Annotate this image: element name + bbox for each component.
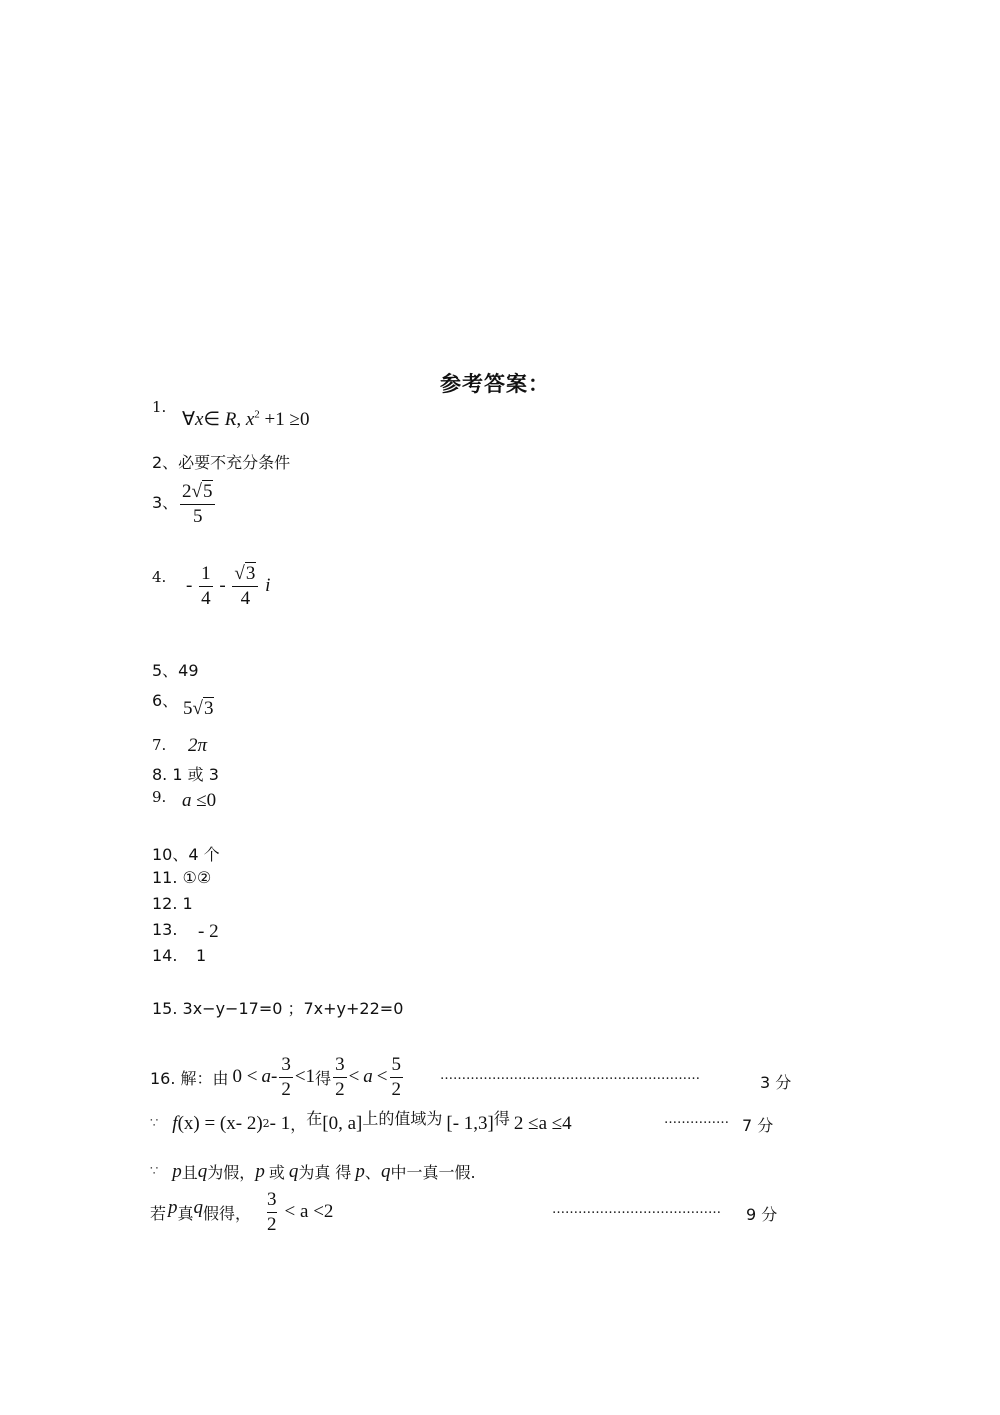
fraction-1-numerator: 1 xyxy=(199,564,213,587)
fraction-2-radicand: 3 xyxy=(245,563,256,584)
question-16-line-1 xyxy=(150,1055,405,1100)
comma: , xyxy=(236,409,242,430)
var-p-3: p xyxy=(355,1160,365,1182)
frac-den: 2 xyxy=(267,1213,277,1235)
imaginary-unit: i xyxy=(265,574,271,596)
answer-15: 15. 3x−y−17=0 ；7x+y+22=0 xyxy=(152,999,404,1018)
in-symbol: ∈ xyxy=(203,409,220,430)
fraction-1-denominator: 4 xyxy=(201,587,211,609)
minus-sign: - xyxy=(186,574,193,596)
var-p: p xyxy=(172,1160,182,1182)
exponent: 2 xyxy=(254,408,260,421)
q16-var-a-2: a xyxy=(363,1066,373,1088)
q16-lt-2: < xyxy=(376,1066,388,1088)
answer-2: 2、必要不充分条件 xyxy=(152,453,291,472)
q16-de: 得 xyxy=(315,1068,332,1088)
var-q: q xyxy=(197,1160,208,1182)
var-q-4: q xyxy=(193,1197,204,1219)
comma: ， xyxy=(290,1115,307,1134)
radicand: 5 xyxy=(202,481,213,502)
forall-symbol: ∀ xyxy=(182,409,195,430)
answer-10: 10、4 个 xyxy=(152,845,220,864)
text-true-2: 真 xyxy=(177,1203,194,1223)
text-one-true-one-false: 中一真一假. xyxy=(390,1163,476,1182)
q16-leader-dots-3: ………………………………… xyxy=(552,1202,721,1217)
page-title: 参考答案： xyxy=(440,372,550,396)
question-16-line-2 xyxy=(150,1109,572,1135)
answer-14-number: 14. xyxy=(152,946,178,965)
expr-rest: +1 ≥0 xyxy=(264,409,310,430)
var-q-2: q xyxy=(288,1160,299,1182)
answer-1-expression xyxy=(182,408,309,431)
a-range: 2 ≤a ≤4 xyxy=(513,1112,572,1134)
func-f: f xyxy=(172,1112,178,1134)
q16-leader-dots-2: …………… xyxy=(664,1112,729,1127)
exponent: 2 xyxy=(262,1117,270,1130)
q16-frac2-num: 3 xyxy=(333,1055,347,1078)
answer-13-number: 13. xyxy=(152,920,178,939)
answer-3-fraction: $\frac{2√5}{5}$ xyxy=(178,482,217,527)
minus-sign-2: - xyxy=(219,574,226,596)
text-or: 或 xyxy=(268,1163,285,1182)
question-16-line-4 xyxy=(150,1190,333,1235)
expr-rest: ≤0 xyxy=(191,790,217,811)
q16-frac3-num: 5 xyxy=(390,1055,404,1078)
a-range-2: < a <2 xyxy=(284,1201,334,1223)
q16-score-3: 9 分 xyxy=(746,1205,778,1224)
answer-4-expression: - $\frac{1}{4}$ - $\frac{√3}{4}$ i xyxy=(186,563,271,609)
denominator: 5 xyxy=(192,505,203,527)
interval-1: [0, a] xyxy=(322,1112,363,1134)
answer-7-value: 2π xyxy=(188,735,208,756)
q16-score-1: 3 分 xyxy=(760,1073,792,1092)
q16-score-2: 7 分 xyxy=(742,1116,774,1135)
var-a: a xyxy=(182,790,192,811)
because-mark: ∵ xyxy=(150,1116,159,1131)
q16-lt: < xyxy=(348,1066,360,1088)
var-x: x xyxy=(195,409,204,430)
func-definition: (x) = (x- 2) xyxy=(177,1112,263,1134)
text-and: 且 xyxy=(181,1163,198,1182)
answer-9-expression xyxy=(182,790,216,812)
text-false-get: 假得， xyxy=(203,1203,252,1223)
q16-frac2-den: 2 xyxy=(335,1078,345,1100)
answer-5: 5、49 xyxy=(152,661,199,680)
answer-7-number: 7. xyxy=(152,736,167,754)
q16-var-a: a xyxy=(261,1066,272,1088)
var-x2: x xyxy=(245,409,255,430)
q16-ineq-part-2: <1 xyxy=(294,1066,316,1088)
q16-leader-dots-1: …………………………………………………… xyxy=(440,1068,700,1083)
text-true: 为真 得 xyxy=(298,1163,352,1182)
q16-frac1-num: 3 xyxy=(279,1055,293,1078)
range-text: 上的值域为 xyxy=(362,1109,443,1128)
var-R: R xyxy=(224,409,237,430)
text-false: 为假， xyxy=(207,1163,256,1182)
de-text: 得 xyxy=(493,1109,510,1128)
q16-ineq-part: 0 < xyxy=(232,1066,258,1088)
text-if: 若 xyxy=(150,1203,167,1223)
answer-13-value: - 2 xyxy=(198,921,219,942)
q16-frac3-den: 2 xyxy=(391,1078,402,1100)
answer-11: 11. ①② xyxy=(152,868,212,887)
q16-minus: - xyxy=(271,1066,278,1088)
radicand: 3 xyxy=(203,698,214,719)
answer-12: 12. 1 xyxy=(152,894,193,913)
coef: 5 xyxy=(183,698,193,719)
answer-6-number: 6、 xyxy=(152,691,179,710)
q16-lead: 16. 解：由 xyxy=(150,1068,229,1088)
answer-4-number: 4. xyxy=(152,568,167,586)
answer-6-expression: 5√3 xyxy=(183,698,214,719)
answer-1-number: 1. xyxy=(152,398,167,416)
answer-14-value: 1 xyxy=(196,946,207,965)
because-mark-2: ∵ xyxy=(150,1164,159,1179)
var-q-3: q xyxy=(380,1160,391,1182)
answer-3-number: 3、 xyxy=(152,493,179,512)
frac-num: 3 xyxy=(267,1189,277,1210)
fraction-2-denominator: 4 xyxy=(240,587,251,609)
zai-text: 在 xyxy=(306,1109,323,1128)
var-p-4: p xyxy=(168,1197,178,1219)
text-comma: 、 xyxy=(364,1163,381,1182)
answer-8: 8. 1 或 3 xyxy=(152,765,219,784)
interval-2: [- 1,3] xyxy=(446,1112,494,1134)
answer-9-number: 9. xyxy=(152,788,167,806)
var-p-2: p xyxy=(255,1160,265,1182)
q16-frac1-den: 2 xyxy=(281,1078,291,1100)
coef: 2 xyxy=(182,481,192,502)
func-tail: - 1 xyxy=(269,1112,291,1134)
question-16-line-3 xyxy=(150,1160,476,1183)
